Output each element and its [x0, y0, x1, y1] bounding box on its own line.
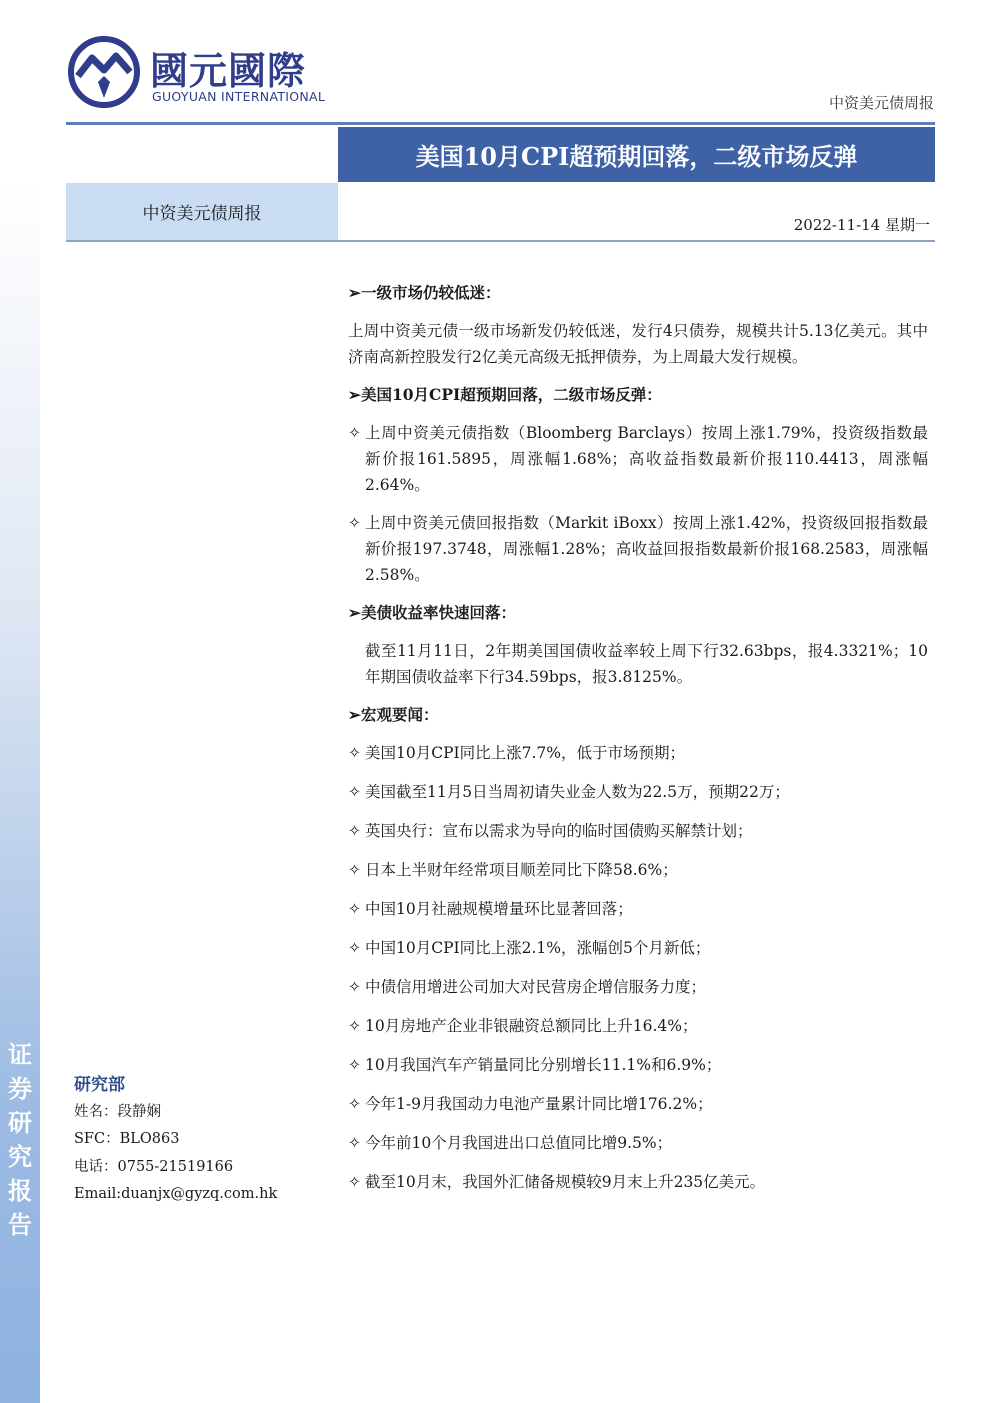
news-item	[348, 1052, 928, 1078]
bullet-marker-icon: ✧	[348, 978, 361, 996]
header-bottom-divider	[66, 240, 935, 242]
news-item-text: 截至10月末，我国外汇储备规模较9月末上升235亿美元。	[365, 1173, 766, 1191]
news-item-text: 日本上半财年经常项目顺差同比下降58.6%；	[365, 861, 678, 879]
bullet-marker-icon: ✧	[348, 1056, 361, 1074]
bullet-marker-icon: ✧	[348, 1095, 361, 1113]
news-item	[348, 857, 928, 883]
logo-english-name: GUOYUAN INTERNATIONAL	[152, 89, 326, 104]
bullet-marker-icon: ✧	[348, 861, 361, 879]
report-date: 2022-11-14 星期一	[793, 216, 930, 234]
section-heading-primary-market: ➢一级市场仍较低迷：	[348, 283, 501, 302]
side-label-char: 报	[8, 1176, 32, 1205]
news-item-text: 今年前10个月我国进出口总值同比增9.5%；	[365, 1134, 673, 1152]
news-item-text: 美国截至11月5日当周初请失业金人数为22.5万，预期22万；	[365, 783, 790, 801]
section-heading-macro-news: ➢宏观要闻：	[348, 705, 439, 724]
side-label-char: 证	[8, 1040, 32, 1069]
logo-chinese-name: 國元國際	[150, 49, 307, 93]
section-heading-secondary-market: ➢美国10月CPI超预期回落，二级市场反弹：	[348, 385, 662, 404]
report-type-box: 中资美元债周报	[66, 183, 338, 240]
header-divider	[66, 122, 935, 125]
primary-market-paragraph: 上周中资美元债一级市场新发仍较低迷，发行4只债券，规模共计5.13亿美元。其中济南高新控股发行2亿美元高级无抵押债券，为上周最大发行规模。	[348, 322, 928, 366]
news-item-text: 中国10月CPI同比上涨2.1%，涨幅创5个月新低；	[365, 939, 711, 957]
bullet-marker-icon: ✧	[348, 900, 361, 918]
news-item	[348, 974, 928, 1000]
bullet-item	[348, 420, 928, 498]
author-name: 姓名：段静娴	[74, 1103, 161, 1120]
bullet-marker-icon: ✧	[348, 424, 361, 442]
macro-news-list	[348, 740, 928, 1195]
news-item-text: 10月我国汽车产销量同比分别增长11.1%和6.9%；	[365, 1056, 722, 1074]
news-item	[348, 1091, 928, 1117]
news-item	[348, 818, 928, 844]
news-item-text: 10月房地产企业非银融资总额同比上升16.4%；	[365, 1017, 698, 1035]
treasury-yield-paragraph: 截至11月11日，2年期美国国债收益率较上周下行32.63bps，报4.3321%；10年期国债收益率下行34.59bps，报3.8125%。	[365, 642, 928, 686]
bullet-marker-icon: ✧	[348, 1017, 361, 1035]
news-item-text: 今年1-9月我国动力电池产量累计同比增176.2%；	[365, 1095, 713, 1113]
author-department: 研究部	[74, 1075, 125, 1095]
report-series-label: 中资美元债周报	[828, 94, 934, 112]
side-label-char: 告	[8, 1210, 32, 1239]
author-email: Email:duanjx@gyzq.com.hk	[74, 1186, 278, 1202]
side-label-char: 研	[8, 1108, 32, 1137]
guoyuan-logo-icon	[68, 36, 140, 108]
report-body	[348, 280, 928, 1208]
author-phone: 电话：0755-21519166	[74, 1158, 234, 1175]
report-title: 美国10月CPI超预期回落，二级市场反弹	[338, 127, 935, 182]
author-info	[74, 1072, 277, 1209]
bullet-marker-icon: ✧	[348, 939, 361, 957]
section-heading-treasury-yield: ➢美债收益率快速回落：	[348, 603, 516, 622]
news-item-text: 英国央行：宣布以需求为导向的临时国债购买解禁计划；	[365, 822, 753, 840]
news-item-text: 中国10月社融规模增量环比显著回落；	[365, 900, 633, 918]
bullet-marker-icon: ✧	[348, 744, 361, 762]
news-item	[348, 935, 928, 961]
bullet-marker-icon: ✧	[348, 514, 361, 532]
bullet-item	[348, 510, 928, 588]
author-sfc: SFC：BLO863	[74, 1131, 180, 1147]
news-item-text: 中债信用增进公司加大对民营房企增信服务力度；	[365, 978, 707, 996]
side-label-char: 究	[8, 1142, 32, 1171]
news-item-text: 美国10月CPI同比上涨7.7%，低于市场预期；	[365, 744, 686, 762]
news-item	[348, 896, 928, 922]
side-vertical-label	[4, 1038, 36, 1242]
bullet-marker-icon: ✧	[348, 1134, 361, 1152]
news-item	[348, 1013, 928, 1039]
bullet-marker-icon: ✧	[348, 783, 361, 801]
news-item	[348, 740, 928, 766]
news-item	[348, 779, 928, 805]
markit-index-text: 上周中资美元债回报指数（Markit iBoxx）按周上涨1.42%，投资级回报指数最新价报197.3748，周涨幅1.28%；高收益回报指数最新价报168.2583，周涨幅2.58%。	[365, 514, 928, 584]
bullet-marker-icon: ✧	[348, 1173, 361, 1191]
news-item	[348, 1130, 928, 1156]
bullet-marker-icon: ✧	[348, 822, 361, 840]
side-label-char: 券	[8, 1074, 32, 1103]
bloomberg-index-text: 上周中资美元债指数（Bloomberg Barclays）按周上涨1.79%，投资级指数最新价报161.5895，周涨幅1.68%；高收益指数最新价报110.4413，周涨幅2.64%。	[365, 424, 928, 494]
news-item	[348, 1169, 928, 1195]
